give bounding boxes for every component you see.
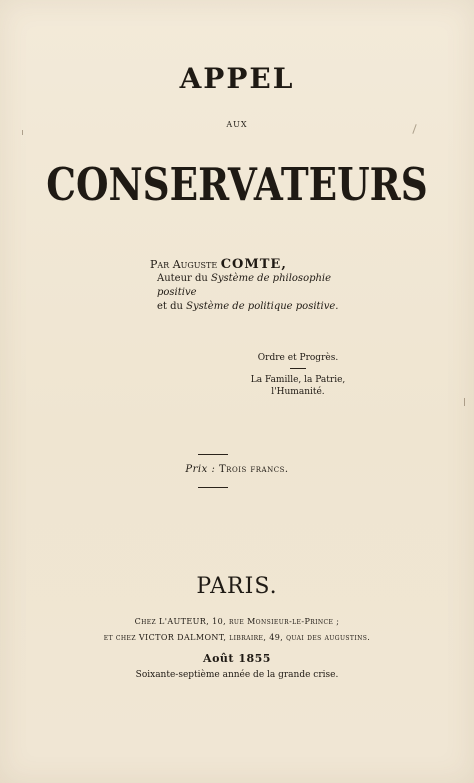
author-line bbox=[150, 258, 340, 272]
author-work-1-title: Système de philosophie positive bbox=[157, 273, 332, 298]
author-name: COMTE, bbox=[220, 257, 287, 272]
imprint-lines-2 bbox=[0, 628, 474, 648]
author-work-1 bbox=[150, 272, 340, 300]
author-work-2-prefix: et du bbox=[157, 301, 183, 312]
price-rule-bottom bbox=[198, 487, 228, 488]
price-rule-top bbox=[198, 454, 228, 455]
imprint-line-1: Chez L'AUTEUR, 10, rue Monsieur-le-Prince ; bbox=[134, 617, 340, 626]
author-work-2-title: Système de politique positive. bbox=[186, 301, 339, 312]
author-block bbox=[150, 258, 340, 314]
motto-line-2: La Famille, la Patrie, l'Humanité. bbox=[250, 375, 346, 397]
imprint-crise: Soixante-septième année de la grande crise. bbox=[135, 670, 339, 680]
imprint-city: PARIS. bbox=[196, 574, 278, 599]
title-aux: AUX bbox=[226, 120, 248, 129]
paper-speck bbox=[22, 130, 23, 135]
title-appel: APPEL bbox=[179, 62, 295, 95]
author-work-2 bbox=[150, 300, 340, 314]
price-line bbox=[0, 464, 474, 475]
motto-rule bbox=[290, 368, 306, 369]
price-label: Prix : bbox=[185, 464, 216, 475]
author-par: Par Auguste bbox=[150, 258, 218, 271]
author-work-1-prefix: Auteur du bbox=[157, 273, 208, 284]
imprint-date: Août 1855 bbox=[203, 652, 271, 665]
paper-speck bbox=[464, 398, 465, 406]
motto-line-1: Ordre et Progrès. bbox=[257, 353, 339, 363]
price-value: Trois francs. bbox=[219, 464, 289, 475]
imprint-line-2: et chez VICTOR DALMONT, libraire, 49, quai des augustins. bbox=[103, 633, 371, 642]
title-main: CONSERVATEURS bbox=[46, 158, 428, 211]
motto bbox=[228, 352, 368, 398]
